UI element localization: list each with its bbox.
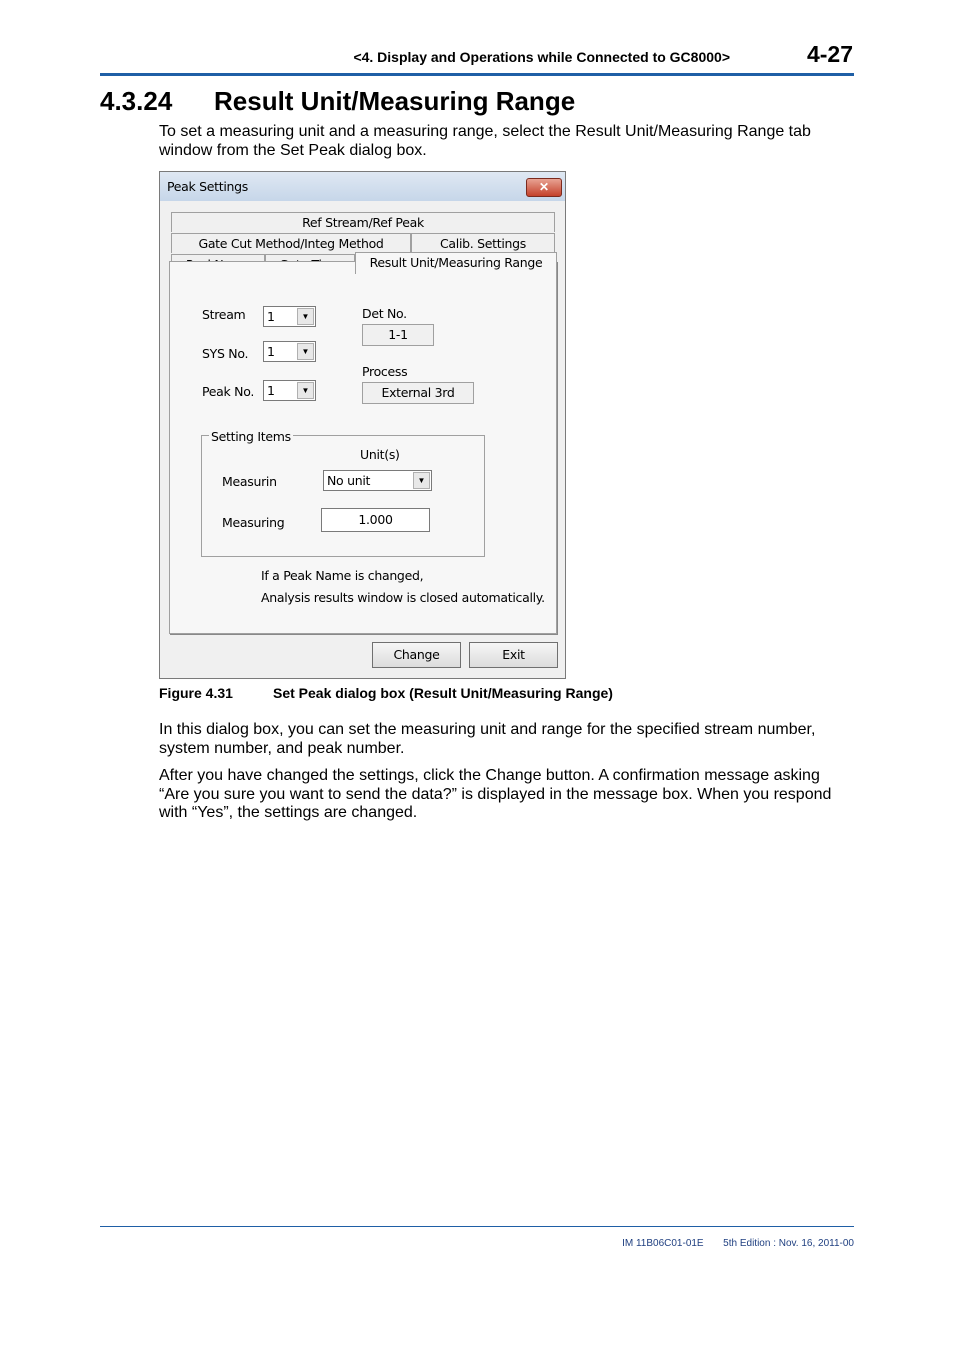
note-line-2: Analysis results window is closed automatically. xyxy=(261,590,545,605)
measuring-unit-label: Measurin xyxy=(222,474,277,489)
dialog-title: Peak Settings xyxy=(167,179,249,194)
footer-doc-info xyxy=(600,1238,854,1249)
measuring-unit-combo[interactable] xyxy=(323,470,432,491)
stream-label: Stream xyxy=(202,307,246,322)
tab-result-unit-measuring-range[interactable]: Result Unit/Measuring Range xyxy=(355,252,557,274)
section-number: 4.3.24 xyxy=(100,86,173,116)
edition: 5th Edition : Nov. 16, 2011-00 xyxy=(723,1238,854,1249)
tab-gate-cut-method[interactable]: Gate Cut Method/Integ Method xyxy=(171,233,411,253)
tab-calib-settings[interactable]: Calib. Settings xyxy=(411,233,555,253)
tab-ref-stream-ref-peak[interactable]: Ref Stream/Ref Peak xyxy=(171,212,555,232)
body-paragraph-2: After you have changed the settings, click the Change button. A confirmation message asking “Are you sure you want to send the data?” is displayed in the message box. When you respond with “Yes”, the settings are changed. xyxy=(159,767,832,821)
note-line-1: If a Peak Name is changed, xyxy=(261,568,424,583)
measuring-range-label: Measuring xyxy=(222,515,285,530)
body-paragraph-1: In this dialog box, you can set the measuring unit and range for the specified stream number, system number, and peak number. xyxy=(159,721,816,757)
figure-number: Figure 4.31 xyxy=(159,685,233,701)
sys-no-value: 1 xyxy=(267,344,275,359)
peak-no-combo[interactable] xyxy=(263,380,316,401)
measuring-unit-value: No unit xyxy=(327,473,371,488)
chevron-down-icon[interactable]: ▼ xyxy=(297,382,314,399)
process-label: Process xyxy=(362,364,408,379)
running-header: <4. Display and Operations while Connected to GC8000> xyxy=(353,49,730,65)
figure-caption: Set Peak dialog box (Result Unit/Measuring Range) xyxy=(273,685,613,701)
close-icon[interactable]: ✕ xyxy=(526,178,562,197)
page-number: 4-27 xyxy=(806,41,853,67)
peak-settings-dialog xyxy=(159,171,566,679)
det-no-field: 1-1 xyxy=(362,324,434,346)
chevron-down-icon[interactable]: ▼ xyxy=(413,472,430,489)
stream-value: 1 xyxy=(267,309,275,324)
header-rule xyxy=(100,73,854,76)
exit-button[interactable]: Exit xyxy=(469,642,558,668)
intro-paragraph: To set a measuring unit and a measuring range, select the Result Unit/Measuring Range tab window from the Set Peak dialog box. xyxy=(159,123,811,159)
det-no-label: Det No. xyxy=(362,306,407,321)
measuring-range-input[interactable]: 1.000 xyxy=(321,508,430,532)
change-button[interactable]: Change xyxy=(372,642,461,668)
peak-no-value: 1 xyxy=(267,383,275,398)
stream-combo[interactable] xyxy=(263,306,316,327)
section-title: Result Unit/Measuring Range xyxy=(214,86,576,116)
doc-id: IM 11B06C01-01E xyxy=(622,1238,704,1249)
units-header: Unit(s) xyxy=(360,447,400,462)
setting-items-title: Setting Items xyxy=(211,429,291,444)
sys-no-label: SYS No. xyxy=(202,346,249,361)
dialog-title-bar xyxy=(160,172,565,201)
process-field: External 3rd xyxy=(362,382,474,404)
sys-no-combo[interactable] xyxy=(263,341,316,362)
peak-no-label: Peak No. xyxy=(202,384,255,399)
chevron-down-icon[interactable]: ▼ xyxy=(297,343,314,360)
chevron-down-icon[interactable]: ▼ xyxy=(297,308,314,325)
setting-items-group xyxy=(201,435,485,557)
tab-panel xyxy=(169,261,557,634)
footer-rule xyxy=(100,1226,854,1227)
